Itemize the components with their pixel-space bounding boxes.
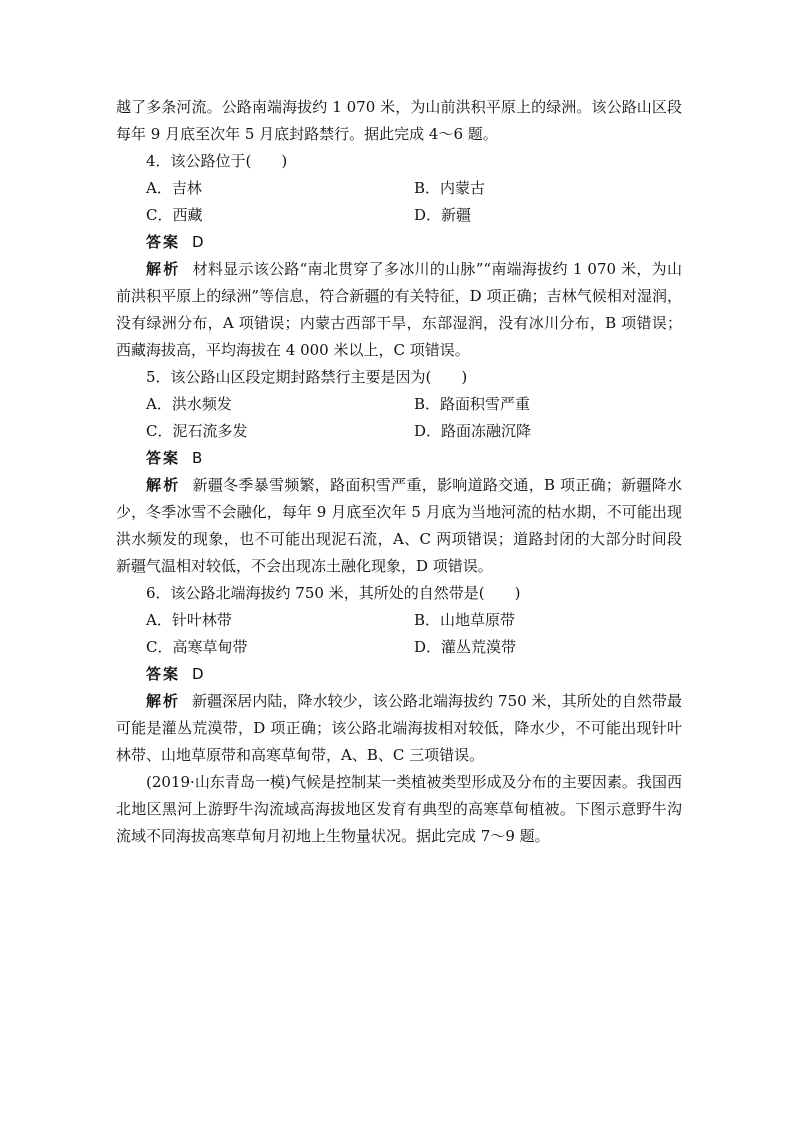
next-material-paragraph: (2019·山东青岛一模)气候是控制某一类植被类型形成及分布的主要因素。我国西北地区黑河上游野牛沟流域高海拔地区发育有典型的高寒草甸植被。下图示意野牛沟流域不同海拔高寒草甸月初地上生物量状况。据此完成 7～9 题。 (116, 773, 682, 845)
option-b: B．内蒙古 (414, 179, 486, 197)
question-5-answer (116, 445, 682, 472)
question-4-answer (116, 229, 682, 256)
option-a: A．吉林 (146, 179, 202, 197)
answer-label: 答案 (146, 665, 181, 683)
option-d: D．新疆 (414, 206, 472, 224)
question-5-options-row-1 (116, 391, 682, 418)
question-5-options-row-2 (116, 418, 682, 445)
option-b: B．山地草原带 (414, 611, 516, 629)
answer-value: D (192, 665, 204, 683)
question-4-analysis (116, 256, 682, 364)
option-d: D．路面冻融沉降 (414, 422, 532, 440)
analysis-text: 新疆深居内陆，降水较少，该公路北端海拔约 750 米，其所处的自然带最可能是灌丛荒漠带，D 项正确；该公路北端海拔相对较低，降水少，不可能出现针叶林带、山地草原带和高寒草甸带，A、B、C 三项错误。 (116, 692, 682, 764)
question-6-answer (116, 661, 682, 688)
question-4-stem: 4．该公路位于( ) (146, 152, 288, 170)
question-5-analysis (116, 472, 682, 580)
option-b: B．路面积雪严重 (414, 395, 531, 413)
question-4-options-row-2 (116, 202, 682, 229)
option-d: D．灌丛荒漠带 (414, 638, 517, 656)
option-a: A．洪水频发 (146, 395, 232, 413)
answer-value: B (192, 449, 203, 467)
page-content (116, 94, 682, 850)
question-6-analysis (116, 688, 682, 769)
option-c: C．西藏 (146, 206, 203, 224)
option-c: C．泥石流多发 (146, 422, 248, 440)
answer-label: 答案 (146, 449, 181, 467)
question-4-options-row-1 (116, 175, 682, 202)
option-c: C．高寒草甸带 (146, 638, 248, 656)
question-6-options-row-2 (116, 634, 682, 661)
analysis-text: 新疆冬季暴雪频繁，路面积雪严重，影响道路交通，B 项正确；新疆降水少，冬季冰雪不会融化，每年 9 月底至次年 5 月底为当地河流的枯水期，不可能出现洪水频发的现象，也不可能出现泥石流，A、C 两项错误；道路封闭的大部分时间段新疆气温相对较低，不会出现冻土融化现象，D 项错误。 (116, 476, 682, 575)
question-6-stem: 6．该公路北端海拔约 750 米，其所处的自然带是( ) (146, 584, 521, 602)
question-6-options-row-1 (116, 607, 682, 634)
analysis-label: 解析 (146, 260, 181, 278)
analysis-label: 解析 (146, 692, 181, 710)
analysis-text: 材料显示该公路“南北贯穿了多冰川的山脉”“南端海拔约 1 070 米，为山前洪积平原上的绿洲”等信息，符合新疆的有关特征，D 项正确；吉林气候相对湿润，没有绿洲分布，A 项错误；内蒙古西部干旱，东部湿润，没有冰川分布，B 项错误；西藏海拔高，平均海拔在 4 000 米以上，C 项错误。 (116, 260, 682, 359)
answer-value: D (192, 233, 204, 251)
option-a: A．针叶林带 (146, 611, 232, 629)
question-5-stem: 5．该公路山区段定期封路禁行主要是因为( ) (146, 368, 468, 386)
answer-label: 答案 (146, 233, 181, 251)
analysis-label: 解析 (146, 476, 181, 494)
intro-paragraph: 越了多条河流。公路南端海拔约 1 070 米，为山前洪积平原上的绿洲。该公路山区段每年 9 月底至次年 5 月底封路禁行。据此完成 4～6 题。 (116, 98, 682, 143)
